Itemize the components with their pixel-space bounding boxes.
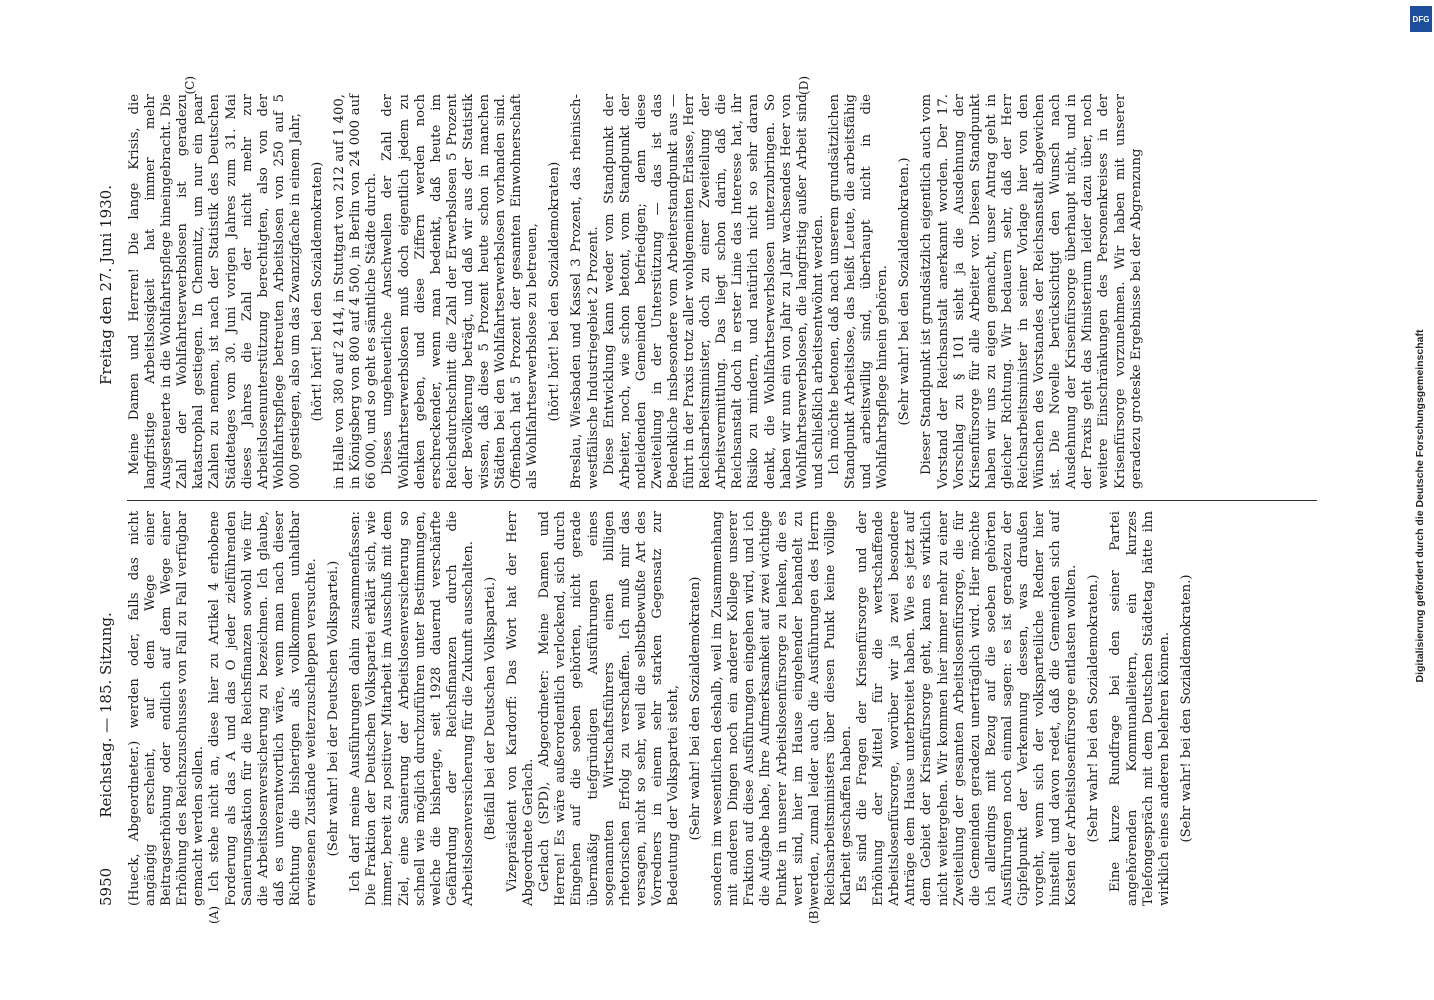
paragraph: Vizepräsident von Kardorff: Das Wort hat der Herr Abgeordnete Gerlach. [505,511,537,906]
interjection: (hört! hört! bei den Sozialdemokraten) [310,161,326,422]
interjection: (Sehr wahr! bei den Sozialdemokraten.) [1178,574,1194,843]
interjection: (hört! hört! bei den Sozialdemokraten) [547,161,563,422]
left-column [127,511,1317,906]
right-column [127,94,1317,489]
margin-letter-b: (B) [807,905,821,924]
digitization-note-text: Digitalisierung gefördert durch die Deutsche Forschungsgemeinschaft [1414,329,1426,683]
paragraph: Ich stehe nicht an, diese hier zu Artikel 4 erhobene Forderung als das A und das O jeder zielführenden Sanierungsaktion für die Reichsfinanzen sowohl wie für die Arbeitslosenversicherung zu bezeichnen. Ich glaube, daß es unverantwortlich wäre, wenn man nach dieser Richtung die bisherigen als vollkommen unhaltbar erwiesenen Zustände weiterzuschleppen versuchte. [207,511,320,906]
document-page [87,70,1347,930]
paragraph: sondern im wesentlichen deshalb, weil im Zusammenhang mit anderen Dingen noch ein anderer Kollege unserer Fraktion auf diese Ausführungen eingehen wird, und ich die Aufgabe habe, Ihre Aufmerksamkeit auf zwei wichtige Punkte in unserer Arbeitslosenfürsorge zu lenken, die es wert sind, hier im Hause eingehender behandelt zu werden, zumal leider auch die Ausführungen des Herrn Reichsarbeitsministers über diesen Punkt keine völlige Klarheit geschaffen haben. [710,511,854,906]
paragraph: (Hueck, Abgeordneter.) werden oder, falls das nicht angängig erscheint, auf dem Wege einer Beitragserhöhung oder endlich auf dem Wege einer Erhöhung des Reichszuschusses von Fall zu Fall verfügbar gemacht werden sollen. [127,511,207,906]
margin-letter-c: (C) [183,76,197,95]
interjection: (Sehr wahr! bei den Sozialdemokraten.) [897,157,913,426]
page-header [97,94,119,906]
paragraph: Gerlach (SPD), Abgeordneter: Meine Damen und Herren! Es wäre außerordentlich verlockend, sich durch Eingehen auf die soeben gehörten, nicht gerade übermäßig tiefgründigen Ausführungen eines sogenannten Wirtschaftsführers einen billigen rhetorischen Erfolg zu verschaffen. Ich muß mir das versagen, nicht so sehr, weil die selbstbewußte Art des Vorredners in einem sehr starken Gegensatz zur Bedeutung der Volkspartei steht, [537,511,681,906]
paragraph: Es sind die Fragen der Krisenfürsorge und der Erhöhung der Mittel für die wertschaffende Arbeitslosenfürsorge, worüber wir ja zwei besondere Anträge dem Hause unterbreitet haben. Wie es jetzt auf dem Gebiet der Krisenfürsorge geht, kann es wirklich nicht weitergehen. Wir kommen hier immer mehr zu einer Zweiteilung der gesamten Arbeitslosenfürsorge, die für die Gemeinden geradezu unerträglich wird. Hier möchte ich allerdings mit Bezug auf die soeben gehörten Ausführungen noch einmal sagen: es ist geradezu der Gipfelpunkt der Verkennung dessen, was draußen vorgeht, wenn sich der volksparteiliche Redner hier hinstellt und davon redet, daß die Gemeinden sich auf Kosten der Arbeitslosenfürsorge entlasten wollten. [855,511,1080,906]
interjection: (Beifall bei der Deutschen Volkspartei.) [482,576,498,841]
paragraph: Eine kurze Rundfrage bei den seiner Partei angehörenden Kommunalleitern, ein kurzes Telefongespräch mit dem Deutschen Städtetag hätte ihn wirklich eines anderen belehren können. [1108,511,1172,906]
paragraph: Diese Entwicklung kann weder vom Standpunkt der Arbeiter, noch, wie schon betont, vom Standpunkt der notleidenden Gemeinden befriedigen; denn diese Zweiteilung in der Unterstützung — das ist das Bedenkliche insbesondere vom Arbeiterstandpunkt aus — führt in der Praxis trotz aller wohlgemeinten Erlasse, Herr Reichsarbeitsminister, doch zu einer Zweiteilung der Arbeitsvermittlung. Das liegt schon darin, daß die Reichsanstalt doch in erster Linie das Interesse hat, ihr Risiko zu mindern, und natürlich nicht so sehr daran denkt, die Wohlfahrtserwerbslosen unterzubringen. So haben wir nun ein von Jahr zu Jahr wachsendes Heer von Wohlfahrtserwerbslosen, die langfristig außer Arbeit sind und schließlich arbeitsentwöhnt werden. [601,94,826,489]
paragraph: Dieser Standpunkt ist grundsätzlich eigentlich auch vom Vorstand der Reichsanstalt anerkannt worden. Der 17. Vorschlag zu § 101 sieht ja die Ausdehnung der Krisenfürsorge für alle Arbeiter vor. Diesen Standpunkt haben wir uns zu eigen gemacht, unser Antrag geht in gleicher Richtung. Wir bedauern sehr, daß der Herr Reichsarbeitsminister in seiner Vorlage hier von den Wünschen des Vorstandes der Reichsanstalt abgewichen ist. Die Novelle berücksichtigt den Wunsch nach Ausdehnung der Krisenfürsorge überhaupt nicht, und in der Praxis geht das Ministerium leider dazu über, noch weitere Einschränkungen des Personenkreises in der Krisenfürsorge vorzunehmen. Wir haben mit unserer geradezu groteske Ergebnisse bei der Abgrenzung [919,94,1144,489]
margin-letter-a: (A) [207,905,221,924]
interjection: (Sehr wahr! bei den Sozialdemokraten) [688,576,704,841]
paragraph: Meine Damen und Herren! Die lange Krisis, die langfristige Arbeitslosigkeit hat immer mehr Ausgesteuerte in die Wohlfahrtspflege hineingebracht. Die Zahl der Wohlfahrtserwerbslosen ist geradezu katastrophal gestiegen. In Chemnitz, um nur ein paar Zahlen zu nennen, ist nach der Statistik des Deutschen Städtetages vom 30. Juni vorigen Jahres zum 31. Mai dieses Jahres die Zahl der nicht mehr zur Arbeitslosenunterstützung berechtigten, also von der Wohlfahrtspflege betreuten Arbeitslosen von 250 auf 5 000 gestiegen, also um das Zwanzigfache in einem Jahr, [127,94,303,489]
paragraph: Ich darf meine Ausführungen dahin zusammenfassen: Die Fraktion der Deutschen Volkspartei erklärt sich, wie immer, bereit zu positiver Mitarbeit im Ausschuß mit dem Ziel, eine Sanierung der Arbeitslosenversicherung so schnell wie möglich durchzuführen unter Bestimmungen, welche die bisherige, seit 1928 dauernd verschärfte Gefährdung der Reichsfinanzen durch die Arbeitslosenversicherung für die Zukunft ausschalten. [348,511,476,906]
margin-letter-d: (D) [797,76,811,95]
column-divider [127,500,1317,501]
dfg-logo: DFG [1410,6,1432,32]
interjection: (Sehr wahr! bei den Sozialdemokraten.) [1086,574,1102,843]
interjection: (Sehr wahr! bei der Deutschen Volkspartei.) [326,560,342,857]
paragraph: in Halle von 380 auf 2 414, in Stuttgart von 212 auf 1 400, in Königsberg von 800 auf 4 500, in Berlin von 24 000 auf 66 000, und so geht es sämtliche Städte durch. [332,94,380,489]
session-title: Reichstag. — 185. Sitzung. [97,612,115,818]
paragraph: Ich möchte betonen, daß nach unserem grundsätzlichen Standpunkt Arbeitslose, das heißt Leute, die arbeitsfähig und arbeitswillig sind, überhaupt nicht in die Wohlfahrtspflege hinein gehören. [826,94,891,489]
paragraph: Breslau, Wiesbaden und Kassel 3 Prozent, das rheinisch-westfälische Industriegebiet 2 Prozent. [569,94,601,489]
digitization-note [1412,140,1428,860]
page-number: 5950 [97,867,115,906]
session-date: Freitag den 27. Juni 1930. [97,185,115,385]
paragraph: Dieses ungeheuerliche Anschwellen der Zahl der Wohlfahrtserwerbslosen muß doch eigentlich jedem zu denken geben, und diese Ziffern werden noch erschreckender, wenn man bedenkt, daß heute im Reichsdurchschnitt die Zahl der Erwerbslosen 5 Prozent der Bevölkerung beträgt, und daß wir aus der Statistik wissen, daß diese 5 Prozent heute schon in manchen Städten bei den Wohlfahrtserwerbslosen vorhanden sind. Offenbach hat 5 Prozent der gesamten Einwohnerschaft als Wohlfahrtserwerbslose zu betreuen, [380,94,541,489]
